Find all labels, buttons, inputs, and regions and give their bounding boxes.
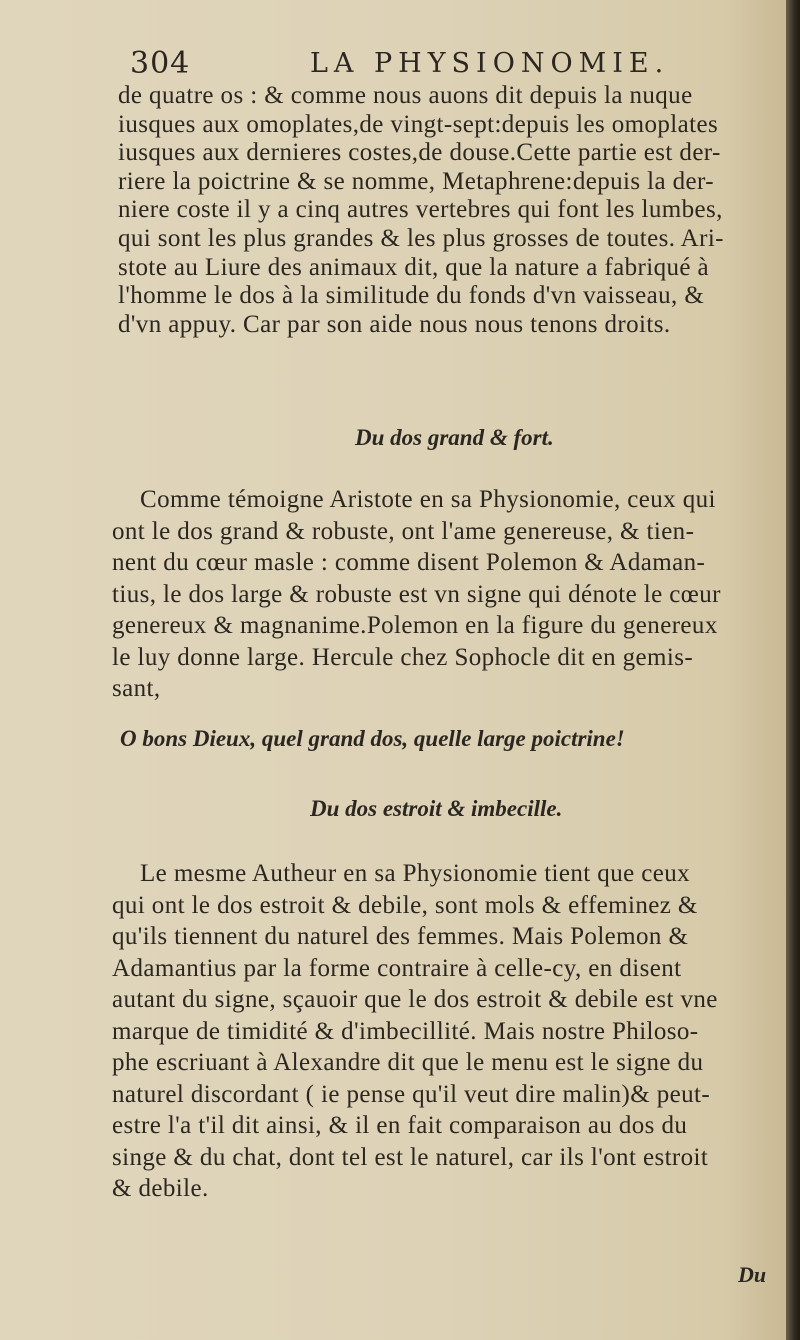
text-line: d'vn appuy. Car par son aide nous nous tenons droits. [118, 310, 671, 338]
text-line: Adamantius par la forme contraire à celle-cy, en disent [112, 954, 682, 982]
text-line: naturel discordant ( ie pense qu'il veut dire malin)& peut- [112, 1080, 711, 1108]
text-line: l'homme le dos à la similitude du fonds d'vn vaisseau, & [118, 282, 705, 310]
verse-quote: O bons Dieux, quel grand dos, quelle large poictrine! [120, 726, 625, 751]
text-line: tius, le dos large & robuste est vn signe qui dénote le cœur [112, 580, 721, 608]
text-line: stote au Liure des animaux dit, que la nature a fabriqué à [118, 253, 710, 281]
section-paragraph [112, 484, 777, 705]
page-number: 304 [130, 46, 191, 81]
text-line: iusques aux omoplates,de vingt-sept:depuis les omoplates [118, 110, 719, 138]
text-line: niere coste il y a cinq autres vertebres qui font les lumbes, [118, 196, 723, 224]
text-line: qui sont les plus grandes & les plus grosses de toutes. Ari- [118, 224, 724, 252]
text-line: qui ont le dos estroit & debile, sont mols & effeminez & [112, 891, 698, 919]
text-line: de quatre os : & comme nous auons dit depuis la nuque [118, 82, 693, 109]
book-spine-edge [786, 0, 800, 1340]
text-line: le luy donne large. Hercule chez Sophocle dit en gemis- [112, 643, 694, 671]
section-heading: Du dos grand & fort. [355, 425, 554, 450]
text-line: & debile. [112, 1175, 209, 1202]
page-header [130, 46, 690, 86]
text-line: singe & du chat, dont tel est le naturel, car ils l'ont estroit [112, 1143, 709, 1171]
running-head: LA PHYSIONOMIE. [310, 48, 670, 79]
text-line: genereux & magnanime.Polemon en la figure du genereux [112, 612, 718, 639]
text-line: phe escriuant à Alexandre dit que le menu est le signe du [112, 1049, 704, 1076]
text-line: Comme témoigne Aristote en sa Physionomie, ceux qui [140, 486, 716, 513]
text-line: sant, [112, 675, 161, 702]
text-line: riere la poictrine & se nomme, Metaphrene:depuis la der- [118, 167, 714, 195]
catchword: Du [738, 1262, 767, 1287]
text-line: ont le dos grand & robuste, ont l'ame genereuse, & tien- [112, 517, 695, 545]
text-line: qu'ils tiennent du naturel des femmes. Mais Polemon & [112, 923, 689, 950]
section-heading: Du dos estroit & imbecille. [310, 796, 563, 821]
text-line: marque de timidité & d'imbecillité. Mais nostre Philoso- [112, 1017, 699, 1045]
text-line: nent du cœur masle : comme disent Polemon & Adaman- [112, 549, 706, 576]
section-paragraph [112, 858, 777, 1205]
text-line: estre l'a t'il dit ainsi, & il en fait comparaison au dos du [112, 1112, 688, 1139]
opening-paragraph [118, 82, 773, 339]
text-line: autant du signe, sçauoir que le dos estroit & debile est vne [112, 986, 718, 1013]
text-line: iusques aux dernieres costes,de douse.Cette partie est der- [118, 139, 721, 167]
text-line: Le mesme Autheur en sa Physionomie tient que ceux [140, 860, 691, 887]
